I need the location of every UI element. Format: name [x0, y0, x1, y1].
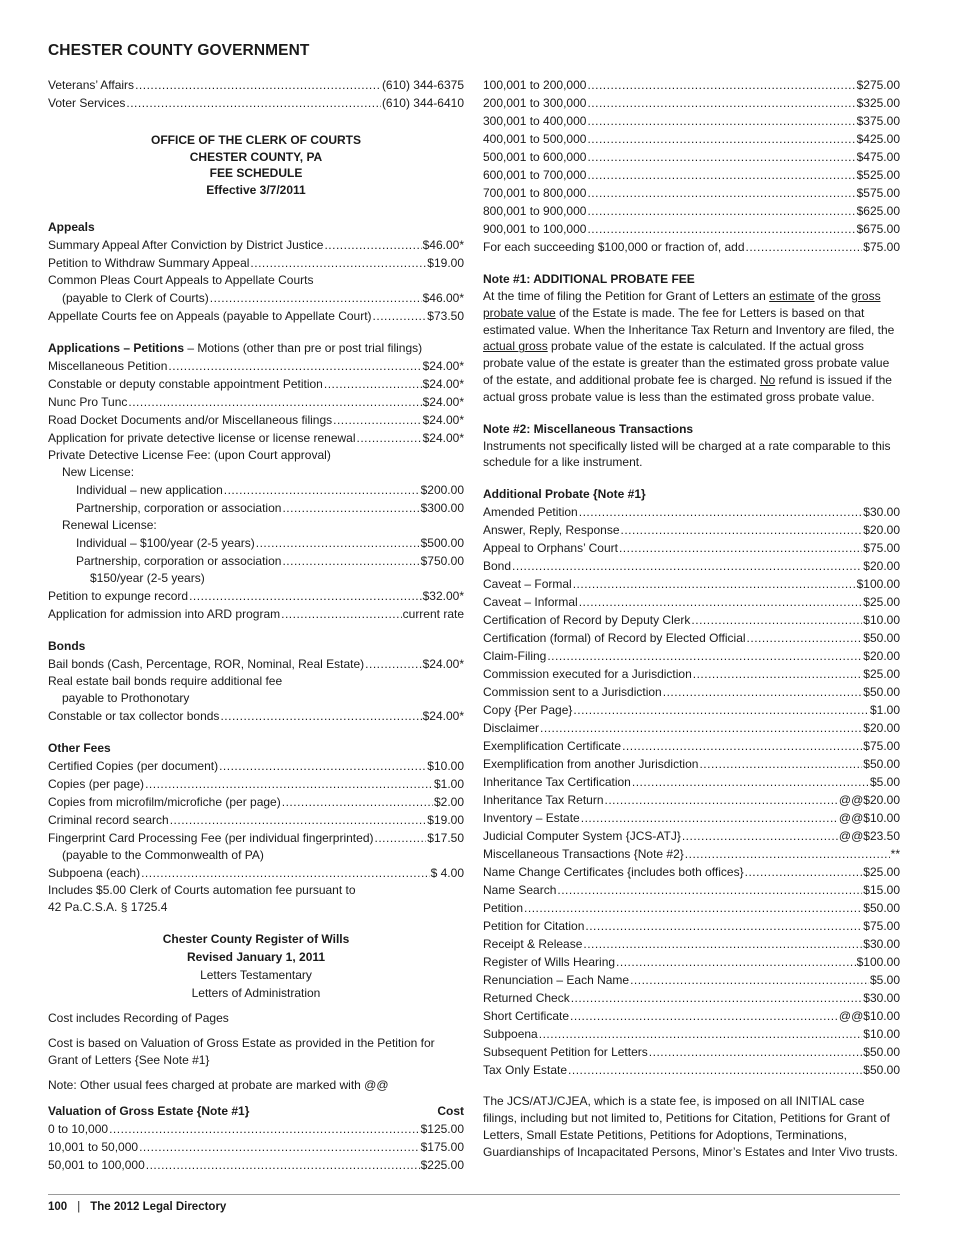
- bonds-heading: Bonds: [48, 639, 86, 653]
- fee-row: Petition to expunge record ..... $32.00*: [48, 587, 464, 605]
- fee-row: Answer, Reply, Response ..... $20.00: [483, 521, 900, 539]
- fee-subheading: New License:: [62, 465, 135, 479]
- fee-row: Renunciation – Each Name ..... $5.00: [483, 971, 900, 989]
- valuation-row: 700,001 to 800,000 ..... $575.00: [483, 184, 900, 202]
- fee-row: Bond ..... $20.00: [483, 557, 900, 575]
- fee-row: Nunc Pro Tunc ..... $24.00*: [48, 393, 464, 411]
- left-column: [48, 76, 464, 1174]
- fee-row: Constable or tax collector bonds ..... $24.00*: [48, 707, 464, 725]
- page-title: CHESTER COUNTY GOVERNMENT: [48, 42, 310, 59]
- fee-row: Returned Check ..... $30.00: [483, 989, 900, 1007]
- fee-row: Inheritance Tax Certification ..... $5.00: [483, 773, 900, 791]
- appeals-heading: Appeals: [48, 220, 95, 234]
- valuation-row: 300,001 to 400,000 ..... $375.00: [483, 112, 900, 130]
- wills-text: Note: Other usual fees charged at probate are marked with @@: [48, 1077, 389, 1092]
- fee-row: Inheritance Tax Return ..... @@$20.00: [483, 791, 900, 809]
- fee-text: Private Detective License Fee: (upon Court approval): [48, 448, 331, 462]
- valuation-row: 500,001 to 600,000 ..... $475.00: [483, 148, 900, 166]
- fee-row: Exemplification Certificate ..... $75.00: [483, 737, 900, 755]
- valuation-row: For each succeeding $100,000 or fraction of, add ..... $75.00: [483, 238, 900, 256]
- clerk-effective-date: Effective 3/7/2011: [206, 182, 306, 197]
- fee-row: Criminal record search ..... $19.00: [48, 811, 464, 829]
- fee-row: Constable or deputy constable appointment Petition ..... $24.00*: [48, 375, 464, 393]
- wills-text: Cost is based on Valuation of Gross Estate as provided in the Petition for Grant of Letters {See Note #1}: [48, 1036, 435, 1067]
- wills-revised-date: Revised January 1, 2011: [186, 950, 326, 964]
- fee-row: Tax Only Estate ..... $50.00: [483, 1061, 900, 1079]
- fee-row: Individual – new application ..... $200.00: [48, 481, 464, 499]
- fee-row: Appeal to Orphans’ Court ..... $75.00: [483, 539, 900, 557]
- fee-row: Petition to Withdraw Summary Appeal ..... $19.00: [48, 254, 464, 272]
- clerk-county: CHESTER COUNTY, PA: [189, 149, 323, 164]
- fee-text: Real estate bail bonds require additional fee: [48, 674, 283, 688]
- valuation-row: 200,001 to 300,000 ..... $325.00: [483, 94, 900, 112]
- other-fees-heading: Other Fees: [48, 741, 111, 755]
- fee-row: Name Search ..... $15.00: [483, 881, 900, 899]
- fee-row: Copies (per page) ..... $1.00: [48, 775, 464, 793]
- contact-row: Voter Services ..... (610) 344-6410: [48, 94, 464, 112]
- contact-row: Veterans’ Affairs ..... (610) 344-6375: [48, 76, 464, 94]
- fee-row: Receipt & Release ..... $30.00: [483, 935, 900, 953]
- fee-text: (payable to the Commonwealth of PA): [62, 848, 264, 862]
- footer-rule: [48, 1194, 900, 1195]
- fee-row: Inventory – Estate ..... @@$10.00: [483, 809, 900, 827]
- fee-row: Register of Wills Hearing ..... $100.00: [483, 953, 900, 971]
- fee-text: payable to Prothonotary: [62, 691, 190, 705]
- fee-row: Partnership, corporation or association ..... $300.00: [48, 499, 464, 517]
- fee-row: Amended Petition ..... $30.00: [483, 503, 900, 521]
- right-column: [483, 76, 900, 1160]
- note1-text: At the time of filing the Petition for Grant of Letters an estimate of the gross probate value of the Estate is made. The fee for Letters is based on that estimated value. When the Inheritance Tax Return and Inventory are filed, the actual gross probate value of the estate is calculated. If the actual gross probate value of the estate is greater than the estimated gross probate value of the estate, and additional probate fee is charged. No refund is issued if the actual gross probate value is less than the estimated gross probate value.: [483, 289, 895, 404]
- fee-row: Copies from microfilm/microfiche (per page) ..... $2.00: [48, 793, 464, 811]
- note2-heading: Note #2: Miscellaneous Transactions: [483, 421, 694, 436]
- clerk-title: OFFICE OF THE CLERK OF COURTS: [151, 133, 361, 147]
- fee-row: Claim-Filing ..... $20.00: [483, 647, 900, 665]
- applications-heading: Applications – Petitions – Motions (other than pre or post trial filings): [48, 341, 423, 355]
- fee-row: Bail bonds (Cash, Percentage, ROR, Nominal, Real Estate) ..... $24.00*: [48, 655, 464, 673]
- fee-row: Name Change Certificates {includes both offices} ..... $25.00: [483, 863, 900, 881]
- fee-row: Subpoena ..... $10.00: [483, 1025, 900, 1043]
- fee-row: Certified Copies (per document) ..... $10.00: [48, 757, 464, 775]
- valuation-row: 900,001 to 100,000 ..... $675.00: [483, 220, 900, 238]
- wills-subtitle: Letters Testamentary: [200, 968, 312, 982]
- fee-text: Common Pleas Court Appeals to Appellate Courts: [48, 273, 314, 287]
- fee-text: $150/year (2-5 years): [90, 571, 205, 585]
- fee-row: Subsequent Petition for Letters ..... $50.00: [483, 1043, 900, 1061]
- fee-row: Disclaimer ..... $20.00: [483, 719, 900, 737]
- fee-row: Application for admission into ARD program ..... current rate: [48, 605, 464, 623]
- note2-text: Instruments not specifically listed will be charged at a rate comparable to this schedule for a like instrument.: [483, 438, 891, 470]
- valuation-row: 50,001 to 100,000 ..... $225.00: [48, 1156, 464, 1174]
- footer-title: The 2012 Legal Directory: [90, 1201, 227, 1213]
- valuation-row: 100,001 to 200,000 ..... $275.00: [483, 76, 900, 94]
- valuation-row: 400,001 to 500,000 ..... $425.00: [483, 130, 900, 148]
- fee-row: Judicial Computer System {JCS-ATJ} ..... @@$23.50: [483, 827, 900, 845]
- fee-row: Application for private detective license or license renewal ..... $24.00*: [48, 429, 464, 447]
- wills-title: Chester County Register of Wills: [162, 932, 350, 946]
- fee-row: Miscellaneous Petition ..... $24.00*: [48, 357, 464, 375]
- fee-row: Miscellaneous Transactions {Note #2} ..... **: [483, 845, 900, 863]
- fee-row: Fingerprint Card Processing Fee (per individual fingerprinted) ..... $17.50: [48, 829, 464, 847]
- fee-row: Road Docket Documents and/or Miscellaneous filings ..... $24.00*: [48, 411, 464, 429]
- fee-subheading: Renewal License:: [62, 518, 157, 532]
- fee-row: Petition for Citation ..... $75.00: [483, 917, 900, 935]
- wills-text: Cost includes Recording of Pages: [48, 1011, 229, 1025]
- page-footer: [48, 1201, 226, 1213]
- fee-row: Certification of Record by Deputy Clerk ..... $10.00: [483, 611, 900, 629]
- fee-row: Short Certificate ..... @@$10.00: [483, 1007, 900, 1025]
- valuation-row: 600,001 to 700,000 ..... $525.00: [483, 166, 900, 184]
- wills-subtitle: Letters of Administration: [191, 986, 321, 1000]
- fee-row: Summary Appeal After Conviction by District Justice ..... $46.00*: [48, 236, 464, 254]
- fee-row: Exemplification from another Jurisdiction ..... $50.00: [483, 755, 900, 773]
- fee-row: Certification (formal) of Record by Elected Official ..... $50.00: [483, 629, 900, 647]
- fee-row: Copy {Per Page} ..... $1.00: [483, 701, 900, 719]
- fee-text: 42 Pa.C.S.A. § 1725.4: [48, 900, 168, 914]
- fee-row: Partnership, corporation or association ..... $750.00: [48, 552, 464, 570]
- footer-separator: |: [77, 1201, 81, 1213]
- valuation-row: 10,001 to 50,000 ..... $175.00: [48, 1138, 464, 1156]
- fee-row: Appellate Courts fee on Appeals (payable to Appellate Court) ..... $73.50: [48, 307, 464, 325]
- fee-row: (payable to Clerk of Courts) ..... $46.00*: [48, 289, 464, 307]
- clerk-fee-schedule: FEE SCHEDULE: [209, 166, 303, 180]
- valuation-row: 800,001 to 900,000 ..... $625.00: [483, 202, 900, 220]
- additional-probate-heading: Additional Probate {Note #1}: [483, 487, 646, 502]
- fee-row: Individual – $100/year (2-5 years) ..... $500.00: [48, 534, 464, 552]
- fee-text: Includes $5.00 Clerk of Courts automation fee pursuant to: [48, 883, 356, 897]
- fee-row: Subpoena (each) ..... $ 4.00: [48, 864, 464, 882]
- fee-row: Caveat – Informal ..... $25.00: [483, 593, 900, 611]
- page-number: 100: [48, 1201, 68, 1213]
- fee-row: Commission executed for a Jurisdiction ..... $25.00: [483, 665, 900, 683]
- note1-heading: Note #1: ADDITIONAL PROBATE FEE: [483, 272, 695, 286]
- fee-row: Petition ..... $50.00: [483, 899, 900, 917]
- fee-row: Caveat – Formal ..... $100.00: [483, 575, 900, 593]
- additional-probate-list: [483, 503, 900, 1079]
- valuation-header: Valuation of Gross Estate {Note #1} Cost: [48, 1103, 464, 1118]
- fee-row: Commission sent to a Jurisdiction ..... $50.00: [483, 683, 900, 701]
- valuation-row: 0 to 10,000 ..... $125.00: [48, 1120, 464, 1138]
- jcs-note: The JCS/ATJ/CJEA, which is a state fee, is imposed on all INITIAL case filings, including but not limited to, Petitions for Citation, Petitions for Grant of Letters, Small Estate Petitions, Petitions for Adoptions, Terminations, Guardianships of Incapacitated Persons, Minor’s Estates and Inter Vivo trusts.: [483, 1094, 898, 1159]
